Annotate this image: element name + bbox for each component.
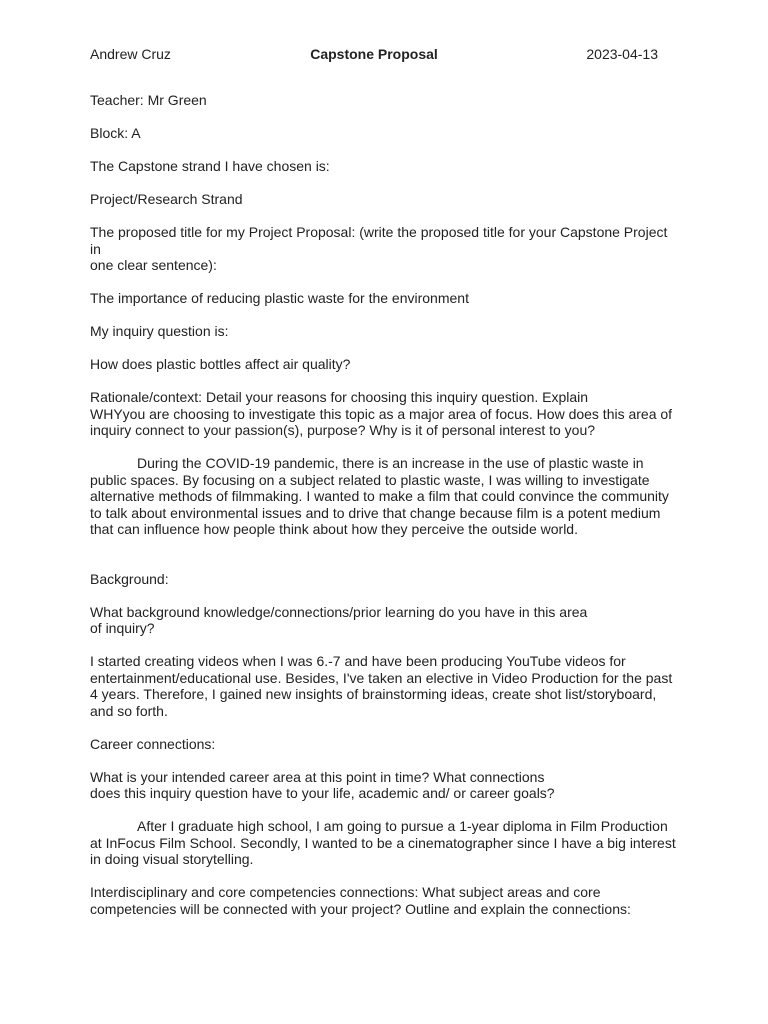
strand-prompt: The Capstone strand I have chosen is: [90, 158, 330, 174]
document-date: 2023-04-13 [586, 46, 658, 62]
block-line: Block: A [90, 125, 141, 141]
background-prompt [90, 604, 682, 637]
interdisciplinary-prompt [90, 884, 682, 917]
title-prompt [90, 224, 682, 274]
rationale-answer: During the COVID-19 pandemic, there is an increase in the use of plastic waste in public spaces. By focusing on a subject related to plastic waste, I was willing to investigate alternative methods of filmmaking. I wanted to make a film that could convince the community to talk about environmental issues and to drive that change because film is a potent medium that can influence how people think about how they perceive the outside world. [90, 455, 669, 537]
career-prompt-line-2: does this inquiry question have to your life, academic and/ or career goals? [90, 785, 555, 801]
career-heading: Career connections: [90, 735, 216, 752]
strand-answer: Project/Research Strand [90, 191, 243, 207]
background-heading: Background: [90, 570, 169, 587]
interdisciplinary-prompt-line-2: competencies will be connected with your project? Outline and explain the connections: [90, 900, 631, 917]
inquiry-prompt: My inquiry question is: [90, 323, 229, 339]
interdisciplinary-prompt-line-1: Interdisciplinary and core competencies connections: What subject areas and core [90, 884, 601, 900]
rationale-prompt-line-2: WHYyou are choosing to investigate this topic as a major area of focus. How does this area of [90, 405, 673, 422]
title-prompt-line-2: one clear sentence): [90, 257, 217, 273]
background-prompt-line-2: of inquiry? [90, 620, 155, 636]
background-prompt-line-1: What background knowledge/connections/prior learning do you have in this area [90, 603, 588, 620]
author-name: Andrew Cruz [90, 46, 171, 62]
rationale-prompt [90, 389, 682, 439]
document-body [90, 92, 682, 934]
background-answer: I started creating videos when I was 6.-7 and have been producing YouTube videos for entertainment/educational use. Besides, I've taken an elective in Video Production for the past 4 years. Therefore, I gained new insights of brainstorming ideas, create shot list/storyboard, and so forth. [90, 653, 673, 719]
teacher-line: Teacher: Mr Green [90, 92, 207, 108]
inquiry-answer: How does plastic bottles affect air quality? [90, 356, 351, 372]
title-prompt-line-1: The proposed title for my Project Proposal: (write the proposed title for your Capstone Project in [90, 224, 668, 257]
career-answer: After I graduate high school, I am going to pursue a 1-year diploma in Film Production at InFocus Film School. Secondly, I wanted to be a cinematographer since I have a big interest in doing visual storytelling. [90, 818, 676, 867]
page-header [90, 45, 658, 65]
title-answer: The importance of reducing plastic waste for the environment [90, 290, 469, 306]
career-prompt [90, 769, 682, 802]
rationale-prompt-line-1: Rationale/context: Detail your reasons for choosing this inquiry question. Explain [90, 389, 589, 405]
document-title: Capstone Proposal [310, 46, 438, 62]
rationale-prompt-line-3: inquiry connect to your passion(s), purpose? Why is it of personal interest to you? [90, 422, 596, 438]
career-prompt-line-1: What is your intended career area at this point in time? What connections [90, 768, 545, 785]
